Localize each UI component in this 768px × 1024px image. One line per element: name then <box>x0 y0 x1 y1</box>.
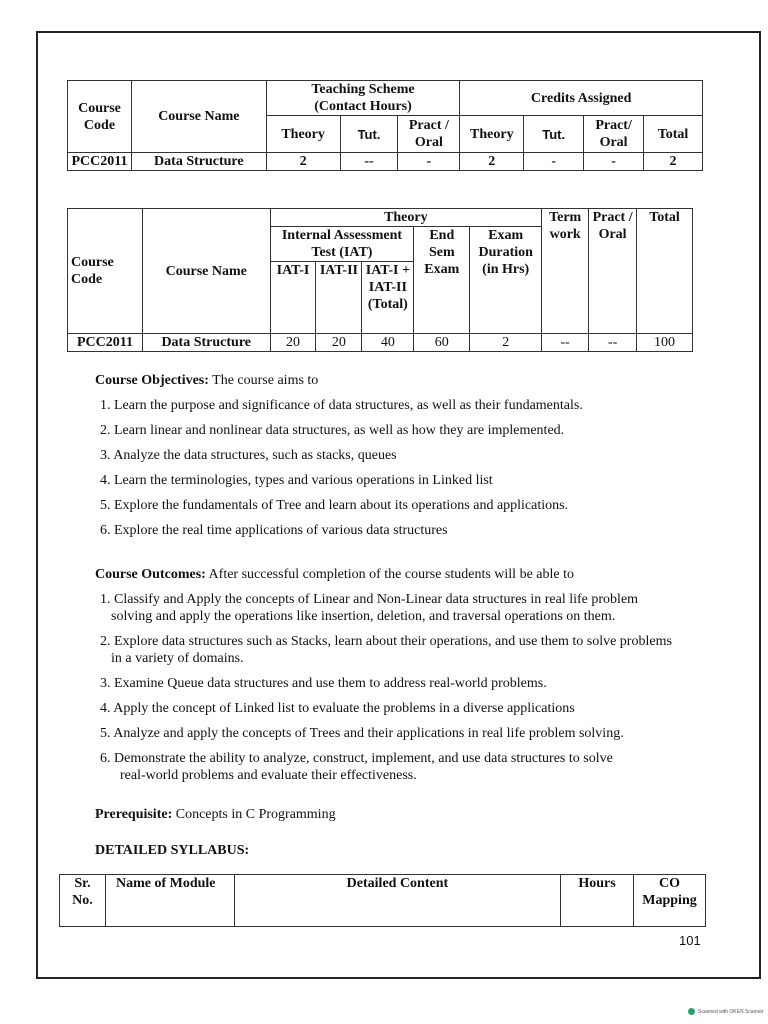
list-item: 4. Apply the concept of Linked list to evaluate the problems in a diverse applications <box>100 701 575 716</box>
syllabus-table <box>59 874 706 927</box>
objectives-label: Course Objectives: <box>95 373 209 388</box>
course-name: Data Structure <box>131 153 266 171</box>
co-mapping-header: CO Mapping <box>634 875 706 927</box>
table-row <box>68 334 693 352</box>
iat2-marks: 20 <box>316 334 362 352</box>
outcomes-list <box>100 591 672 784</box>
scanner-logo-icon <box>688 1008 695 1015</box>
detailed-content-header: Detailed Content <box>234 875 560 927</box>
teaching-scheme-title: Teaching Scheme <box>311 82 415 97</box>
course-code: PCC2011 <box>68 153 132 171</box>
total-marks: 100 <box>637 334 693 352</box>
iat-total-marks: 40 <box>362 334 414 352</box>
teaching-scheme-table <box>67 80 703 171</box>
exam-duration: 2 <box>470 334 542 352</box>
table-row <box>68 153 703 171</box>
term-work-marks: -- <box>542 334 589 352</box>
list-item: 5. Explore the fundamentals of Tree and learn about its operations and applications. <box>100 498 569 513</box>
outcomes-intro: After successful completion of the course students will be able to <box>205 567 574 582</box>
objectives-heading <box>95 372 318 389</box>
iat2-header: IAT-II <box>316 262 362 334</box>
pract-hours: - <box>398 153 460 171</box>
scanner-text: Scanned with OKEN Scanner <box>698 1008 764 1015</box>
list-item-continued: solving and apply the operations like insertion, deletion, and traversal operations on them. <box>111 609 616 624</box>
list-item: 2. Explore data structures such as Stacks, learn about their operations, and use them to solve problems <box>100 634 672 649</box>
iat1-header: IAT-I <box>270 262 316 334</box>
pract-marks: -- <box>589 334 637 352</box>
end-sem-marks: 60 <box>414 334 470 352</box>
theory-credits: 2 <box>460 153 524 171</box>
scanner-watermark <box>688 1008 764 1015</box>
credit-pract-oral-header: Pract/ Oral <box>584 116 644 153</box>
tut-credits: - <box>524 153 584 171</box>
sr-no-header: Sr. No. <box>60 875 106 927</box>
theory-group-header: Theory <box>270 209 542 227</box>
hours-header: Hours <box>561 875 634 927</box>
tut-header: Tut. <box>340 116 398 153</box>
outcomes-label: Course Outcomes: <box>95 567 206 582</box>
term-work-header: Term work <box>542 209 589 334</box>
course-code-header: Course Code <box>68 209 143 334</box>
course-name-header: Course Name <box>142 209 270 334</box>
teaching-scheme-header <box>266 81 460 116</box>
pract-oral-header: Pract / Oral <box>398 116 460 153</box>
list-item: 6. Explore the real time applications of various data structures <box>100 523 448 538</box>
credit-tut-header: Tut. <box>524 116 584 153</box>
list-item-continued: in a variety of domains. <box>111 651 244 666</box>
course-name-header: Course Name <box>131 81 266 153</box>
examination-scheme-table <box>67 208 693 352</box>
list-item: 2. Learn linear and nonlinear data structures, as well as how they are implemented. <box>100 423 565 438</box>
list-item: 1. Learn the purpose and significance of data structures, as well as their fundamentals. <box>100 398 583 413</box>
prerequisite-text: Concepts in C Programming <box>172 807 336 822</box>
credit-theory-header: Theory <box>460 116 524 153</box>
pract-credits: - <box>584 153 644 171</box>
course-code-header: Course Code <box>68 81 132 153</box>
list-item: 1. Classify and Apply the concepts of Linear and Non-Linear data structures in real life problem <box>100 592 639 607</box>
list-item: 5. Analyze and apply the concepts of Trees and their applications in real life problem solving. <box>100 726 624 741</box>
tut-hours: -- <box>340 153 398 171</box>
end-sem-header: End Sem Exam <box>414 227 470 334</box>
iat1-marks: 20 <box>270 334 316 352</box>
outcomes-heading <box>95 566 574 583</box>
list-item: 3. Analyze the data structures, such as stacks, queues <box>100 448 397 463</box>
internal-assessment-header: Internal Assessment Test (IAT) <box>270 227 414 262</box>
objectives-intro: The course aims to <box>208 373 319 388</box>
iat-total-header: IAT-I + IAT-II (Total) <box>362 262 414 334</box>
exam-duration-header: Exam Duration (in Hrs) <box>470 227 542 334</box>
theory-header: Theory <box>266 116 340 153</box>
course-code: PCC2011 <box>68 334 143 352</box>
pract-oral-header: Pract / Oral <box>589 209 637 334</box>
objectives-list <box>100 397 583 547</box>
prerequisite-label: Prerequisite: <box>95 807 173 822</box>
syllabus-heading: DETAILED SYLLABUS: <box>95 843 250 858</box>
list-item: 3. Examine Queue data structures and use them to address real-world problems. <box>100 676 547 691</box>
total-credits: 2 <box>644 153 703 171</box>
page-number: 101 <box>679 933 701 948</box>
credits-assigned-header: Credits Assigned <box>460 81 703 116</box>
list-item: 4. Learn the terminologies, types and various operations in Linked list <box>100 473 493 488</box>
list-item: 6. Demonstrate the ability to analyze, construct, implement, and use data structures to solve <box>100 751 613 766</box>
teaching-scheme-subtitle: (Contact Hours) <box>314 99 412 114</box>
list-item-continued: real-world problems and evaluate their effectiveness. <box>120 768 417 783</box>
theory-hours: 2 <box>266 153 340 171</box>
module-name-header: Name of Module <box>105 875 234 927</box>
credit-total-header: Total <box>644 116 703 153</box>
total-header: Total <box>637 209 693 334</box>
prerequisite <box>95 806 336 823</box>
course-name: Data Structure <box>142 334 270 352</box>
